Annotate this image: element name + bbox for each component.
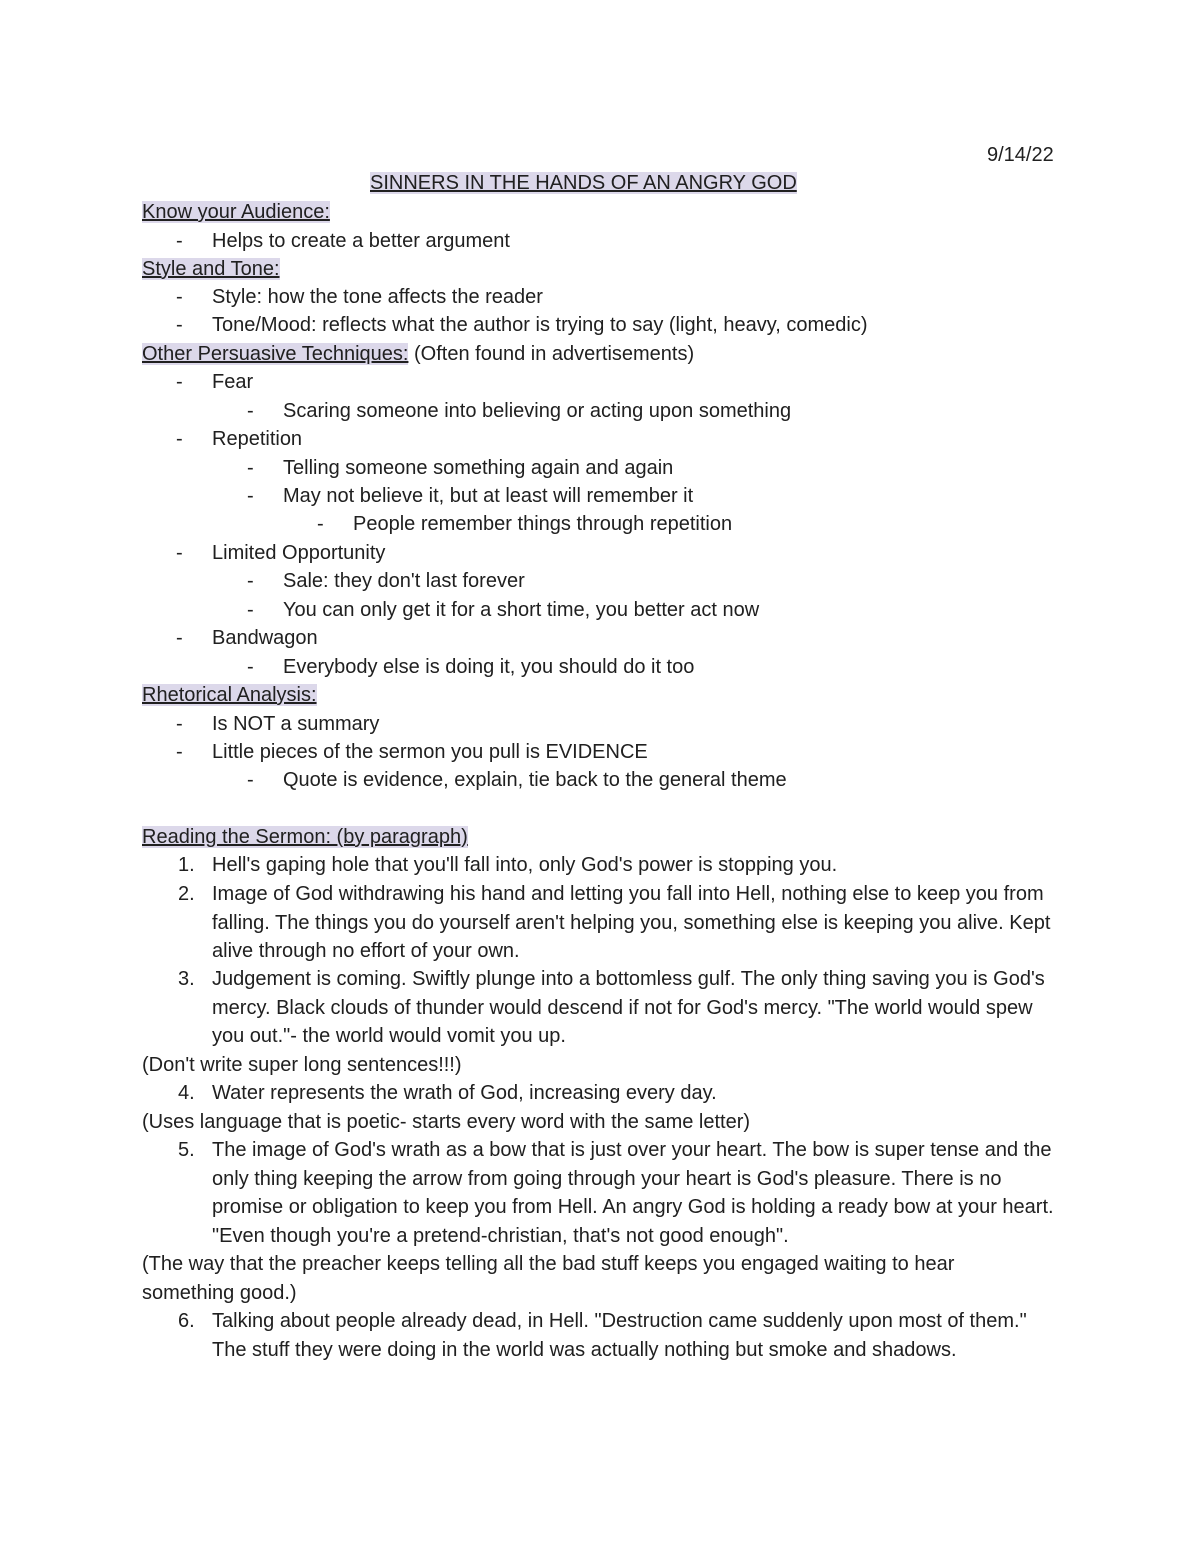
date: 9/14/22 [987, 144, 1054, 166]
list-item: Sale: they don't last forever [283, 570, 525, 592]
list-item: Scaring someone into believing or acting upon something [283, 400, 792, 422]
list-item: Repetition [212, 428, 303, 450]
bullet-dash: - [176, 542, 183, 564]
list-item: Everybody else is doing it, you should do it too [283, 656, 695, 678]
list-number: 3. [178, 968, 195, 990]
bullet-dash: - [247, 599, 254, 621]
page-title [370, 171, 797, 195]
numbered-item: Judgement is coming. Swiftly plunge into a bottomless gulf. The only thing saving you is God's mercy. Black clouds of thunder would descend if not for God's mercy. "The world would spew you out."- the world would vomit you up. [212, 968, 1045, 1047]
numbered-item: Talking about people already dead, in Hell. "Destruction came suddenly upon most of them." The stuff they were doing in the world was actually nothing but smoke and shadows. [212, 1310, 1027, 1361]
bullet-dash: - [176, 713, 183, 735]
list-item: Limited Opportunity [212, 542, 386, 564]
bullet-dash: - [176, 314, 183, 336]
bullet-dash: - [247, 769, 254, 791]
list-number: 4. [178, 1082, 195, 1104]
list-item: Tone/Mood: reflects what the author is trying to say (light, heavy, comedic) [212, 314, 868, 336]
section-heading-style: Style and Tone: [142, 258, 280, 280]
list-item: Quote is evidence, explain, tie back to the general theme [283, 769, 787, 791]
note: (Uses language that is poetic- starts every word with the same letter) [142, 1111, 751, 1133]
list-item: Helps to create a better argument [212, 230, 510, 252]
list-item: Style: how the tone affects the reader [212, 286, 543, 308]
list-number: 5. [178, 1139, 195, 1161]
bullet-dash: - [176, 428, 183, 450]
numbered-item: The image of God's wrath as a bow that is just over your heart. The bow is super tense and the only thing keeping the arrow from going through your heart is God's pleasure. There is no promise or obligation to keep you from Hell. An angry God is holding a ready bow at your heart. "Even though you're a pretend-christian, that's not good enough". [212, 1139, 1054, 1247]
note: (Don't write super long sentences!!!) [142, 1054, 462, 1076]
list-number: 1. [178, 854, 195, 876]
section-heading-rhetorical: Rhetorical Analysis: [142, 684, 317, 706]
list-item: Telling someone something again and again [283, 457, 674, 479]
list-item: Little pieces of the sermon you pull is EVIDENCE [212, 741, 648, 763]
section-heading-audience: Know your Audience: [142, 201, 330, 223]
list-item: Is NOT a summary [212, 713, 380, 735]
bullet-dash: - [247, 485, 254, 507]
bullet-dash: - [176, 286, 183, 308]
bullet-dash: - [317, 513, 324, 535]
heading-note: (Often found in advertisements) [408, 343, 695, 365]
section-heading-persuasive: Other Persuasive Techniques: (Often found in advertisements) [142, 343, 695, 365]
list-number: 6. [178, 1310, 195, 1332]
section-heading-reading: Reading the Sermon: (by paragraph) [142, 826, 468, 848]
bullet-dash: - [247, 656, 254, 678]
bullet-dash: - [176, 741, 183, 763]
note: (The way that the preacher keeps telling all the bad stuff keeps you engaged waiting to hear something good.) [142, 1253, 955, 1304]
bullet-dash: - [176, 230, 183, 252]
bullet-dash: - [247, 400, 254, 422]
numbered-item: Water represents the wrath of God, increasing every day. [212, 1082, 717, 1104]
title-text: SINNERS IN THE HANDS OF AN ANGRY GOD [370, 172, 797, 194]
bullet-dash: - [176, 371, 183, 393]
bullet-dash: - [247, 570, 254, 592]
list-item: You can only get it for a short time, you better act now [283, 599, 760, 621]
list-number: 2. [178, 883, 195, 905]
list-item: People remember things through repetition [353, 513, 733, 535]
numbered-item: Hell's gaping hole that you'll fall into, only God's power is stopping you. [212, 854, 838, 876]
list-item: May not believe it, but at least will remember it [283, 485, 694, 507]
bullet-dash: - [176, 627, 183, 649]
numbered-item: Image of God withdrawing his hand and letting you fall into Hell, nothing else to keep you from falling. The things you do yourself aren't helping you, something else is keeping you alive. Kept alive through no effort of your own. [212, 883, 1051, 962]
bullet-dash: - [247, 457, 254, 479]
list-item: Fear [212, 371, 254, 393]
list-item: Bandwagon [212, 627, 318, 649]
